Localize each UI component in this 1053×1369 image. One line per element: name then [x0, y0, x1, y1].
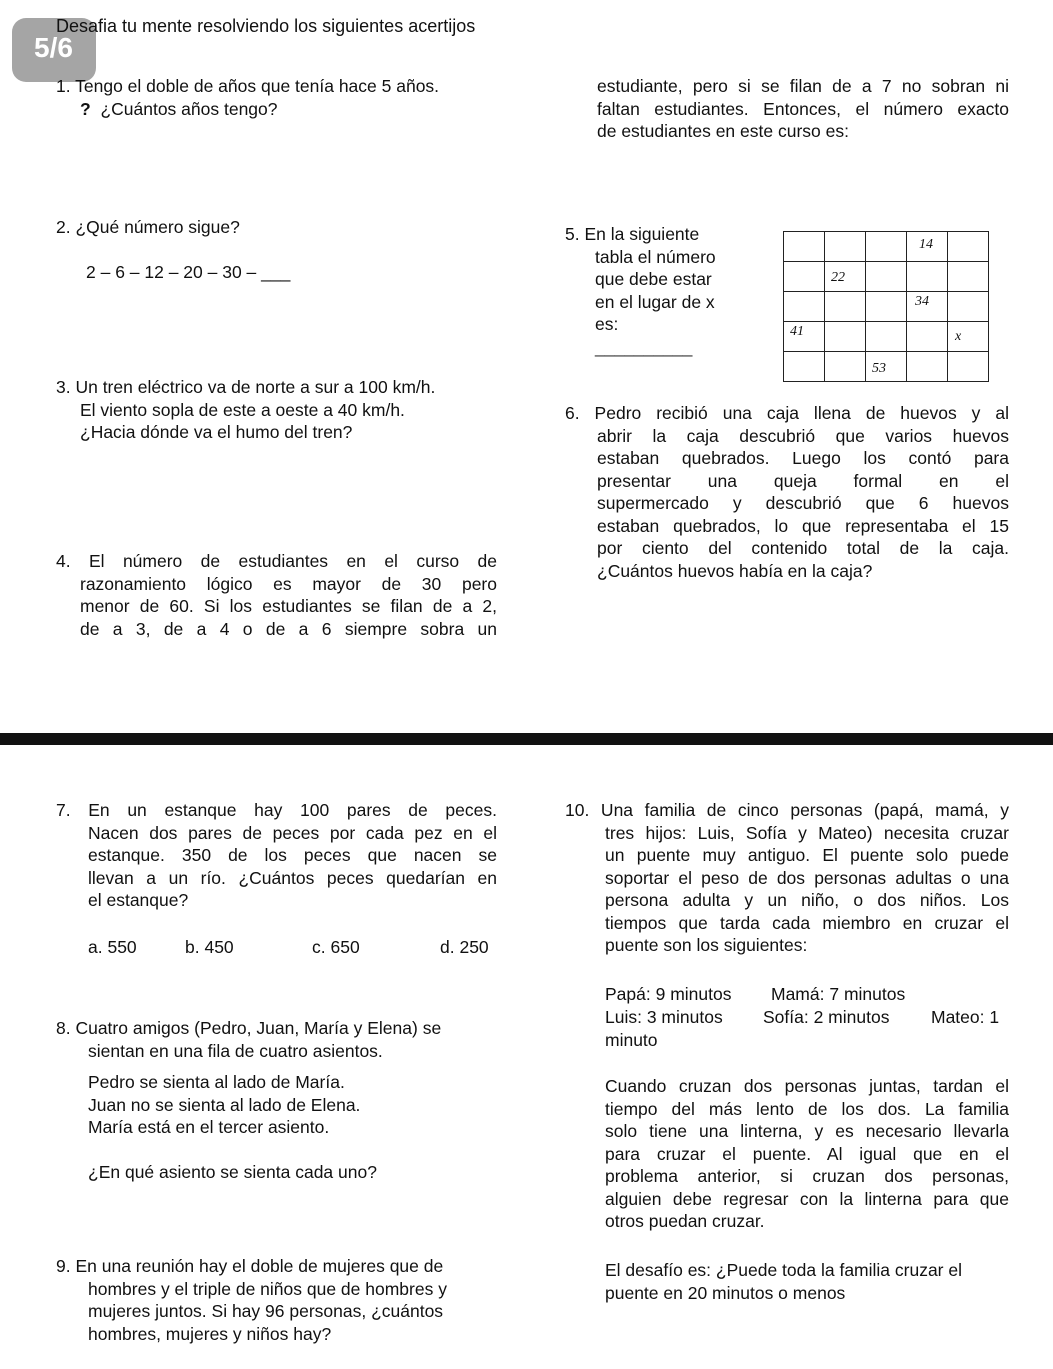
grid-cell: [907, 232, 948, 262]
grid-cell: [784, 352, 825, 382]
question-5-line: es:: [595, 314, 619, 334]
question-1-text: ¿Cuántos años tengo?: [100, 98, 278, 119]
question-4-line: de estudiantes en este curso es:: [597, 121, 849, 141]
option-b: b. 450: [185, 937, 234, 957]
question-8: [56, 1017, 441, 1062]
question-10-line: tres hijos: Luis, Sofía y Mateo) necesita cruzar: [605, 822, 1009, 843]
question-3-line: ¿Hacia dónde va el humo del tren?: [80, 422, 353, 442]
grid-cell: [784, 292, 825, 322]
question-8-clues: [88, 1071, 360, 1139]
rule-line: problema anterior, si cruzan dos personas,: [605, 1166, 1009, 1186]
grid-cell: [907, 262, 948, 292]
question-6-line: ¿Cuántos huevos había en la caja?: [597, 560, 873, 581]
grid-cell: [948, 232, 989, 262]
grid-cell: [784, 322, 825, 352]
rule-line: alguien debe regresar con la linterna para que: [605, 1188, 1009, 1209]
grid-cell: [948, 352, 989, 382]
grid-value: x: [955, 329, 962, 344]
grid-cell: [784, 262, 825, 292]
grid-cell: [825, 322, 866, 352]
question-9-line: hombres, mujeres y niños hay?: [88, 1323, 332, 1344]
question-4-line: faltan estudiantes. Entonces, el número exacto: [597, 98, 1009, 119]
question-10-challenge: [605, 1259, 962, 1304]
question-10-rules: [605, 1075, 1009, 1233]
grid-cell: [866, 352, 907, 382]
option-d: d. 250: [440, 937, 489, 957]
grid-cell: [907, 322, 948, 352]
grid-cell: [784, 232, 825, 262]
grid-cell: [866, 232, 907, 262]
question-5-line: tabla el número: [595, 246, 716, 267]
question-10: [565, 799, 1009, 957]
question-5: [565, 223, 716, 358]
question-6-line: estaban quebrados. Luego los contó para: [597, 448, 1009, 468]
question-5-line: 5. En la siguiente: [565, 224, 700, 244]
question-6-line: por ciento del contenido total de la caja.: [597, 538, 1009, 558]
question-1-line: 1. Tengo el doble de años que tenía hace 5 años.: [56, 76, 440, 96]
question-2: [56, 216, 240, 239]
grid-cell: [948, 322, 989, 352]
question-8-prompt: ¿En qué asiento se sienta cada uno?: [88, 1162, 377, 1182]
grid-value: 22: [831, 270, 845, 285]
rule-line: otros puedan cruzar.: [605, 1211, 765, 1231]
question-2-line: 2. ¿Qué número sigue?: [56, 217, 240, 237]
grid-cell: [825, 262, 866, 292]
grid-cell: [948, 292, 989, 322]
question-10-line: 10. Una familia de cinco personas (papá, mamá, y: [565, 800, 1009, 820]
question-5-line: en el lugar de x: [595, 291, 715, 312]
grid-value: 53: [872, 361, 886, 376]
question-4-line: razonamiento lógico es mayor de 30 pero: [80, 573, 497, 594]
time-sofia: Sofía: 2 minutos: [763, 1007, 890, 1027]
clue-text: Juan no se sienta al lado de Elena.: [88, 1094, 361, 1115]
grid-cell: [907, 292, 948, 322]
question-1-line: [56, 98, 439, 121]
grid-cell: [866, 262, 907, 292]
grid-value: 41: [790, 324, 804, 339]
question-7-line: el estanque?: [88, 890, 189, 910]
question-7: [56, 799, 497, 912]
question-9-line: 9. En una reunión hay el doble de mujeres que de: [56, 1256, 444, 1276]
question-3: [56, 376, 435, 444]
question-7-line: Nacen dos pares de peces por cada pez en el: [88, 822, 497, 843]
option-c: c. 650: [312, 937, 360, 957]
clue-text: Pedro se sienta al lado de María.: [88, 1072, 345, 1092]
option-a: a. 550: [88, 937, 137, 957]
question-6-line: supermercado y descubrió que 6 huevos: [597, 493, 1009, 513]
question-3-line: 3. Un tren eléctrico va de norte a sur a 100 km/h.: [56, 377, 436, 397]
question-6: [565, 402, 1009, 582]
question-1: [56, 75, 439, 120]
number-sequence: 2 – 6 – 12 – 20 – 30 – ___: [86, 262, 291, 282]
time-mateo: Mateo: 1: [931, 1007, 1000, 1027]
challenge-line: El desafío es: ¿Puede toda la familia cruzar el: [605, 1260, 962, 1280]
time-luis: Luis: 3 minutos: [605, 1007, 723, 1027]
grid-cell: [866, 322, 907, 352]
section-divider: [0, 733, 1053, 745]
grid-cell: [907, 352, 948, 382]
time-papa: Papá: 9 minutos: [605, 984, 732, 1004]
grid-cell: [866, 292, 907, 322]
question-6-line: abrir la caja descubrió que varios huevos: [597, 425, 1009, 446]
question-4-continuation: [597, 75, 1009, 143]
question-10-line: tiempos que tarda cada miembro en cruzar el: [605, 912, 1009, 933]
question-6-line: estaban quebrados, lo que representaba el 15: [597, 515, 1009, 536]
question-6-line: presentar una queja formal en el: [597, 470, 1009, 491]
page-number-badge: 5/6: [12, 18, 96, 82]
time-mama: Mamá: 7 minutos: [771, 984, 906, 1004]
grid-cell: [825, 352, 866, 382]
question-7-line: estanque. 350 de los peces que nacen se: [88, 845, 497, 865]
question-10-line: puente son los siguientes:: [605, 935, 808, 955]
question-5-line: que debe estar: [595, 269, 712, 289]
question-4: [56, 550, 497, 640]
number-grid: [783, 231, 989, 382]
question-10-line: persona adulta y un niño, o dos niños. Los: [605, 890, 1009, 910]
question-4-line: menor de 60. Si los estudiantes se filan de a 2,: [80, 596, 497, 616]
question-10-line: un puente muy antiguo. El puente solo puede: [605, 845, 1009, 865]
question-4-line: 4. El número de estudiantes en el curso de: [56, 551, 497, 571]
challenge-line: puente en 20 minutos o menos: [605, 1282, 846, 1303]
answer-blank: __________: [595, 336, 693, 357]
question-6-line: 6. Pedro recibió una caja llena de huevos y al: [565, 403, 1009, 423]
grid-cell: [825, 292, 866, 322]
rule-line: solo tiene una linterna, y es necesario llevarla: [605, 1121, 1009, 1141]
question-4-line: estudiante, pero si se filan de a 7 no sobran ni: [597, 76, 1009, 96]
question-9-line: hombres y el triple de niños que de hombres y: [88, 1278, 447, 1299]
question-9: [56, 1255, 447, 1345]
question-10-line: soportar el peso de dos personas adultas o una: [605, 867, 1009, 888]
question-8-line: 8. Cuatro amigos (Pedro, Juan, María y Elena) se: [56, 1018, 442, 1038]
question-3-line: El viento sopla de este a oeste a 40 km/h.: [80, 399, 405, 420]
question-9-line: mujeres juntos. Si hay 96 personas, ¿cuántos: [88, 1301, 444, 1321]
question-7-line: 7. En un estanque hay 100 pares de peces.: [56, 800, 497, 820]
rule-line: tiempo del más lento de los dos. La familia: [605, 1098, 1009, 1119]
grid-cell: [825, 232, 866, 262]
grid-value: 34: [915, 294, 929, 309]
question-mark: ?: [80, 98, 91, 119]
question-8-line: sientan en una fila de cuatro asientos.: [88, 1040, 383, 1061]
rule-line: Cuando cruzan dos personas juntas, tardan el: [605, 1076, 1009, 1096]
question-4-line: de a 3, de a 4 o de a 6 siempre sobra un: [80, 618, 497, 639]
page-title: Desafia tu mente resolviendo los siguientes acertijos: [56, 16, 476, 36]
grid-cell: [948, 262, 989, 292]
rule-line: para cruzar el puente. Al igual que en el: [605, 1143, 1009, 1164]
time-mateo-unit: minuto: [605, 1030, 658, 1050]
question-7-line: llevan a un río. ¿Cuántos peces quedarían en: [88, 867, 497, 888]
clue-text: María está en el tercer asiento.: [88, 1117, 330, 1137]
grid-value: 14: [919, 237, 933, 252]
